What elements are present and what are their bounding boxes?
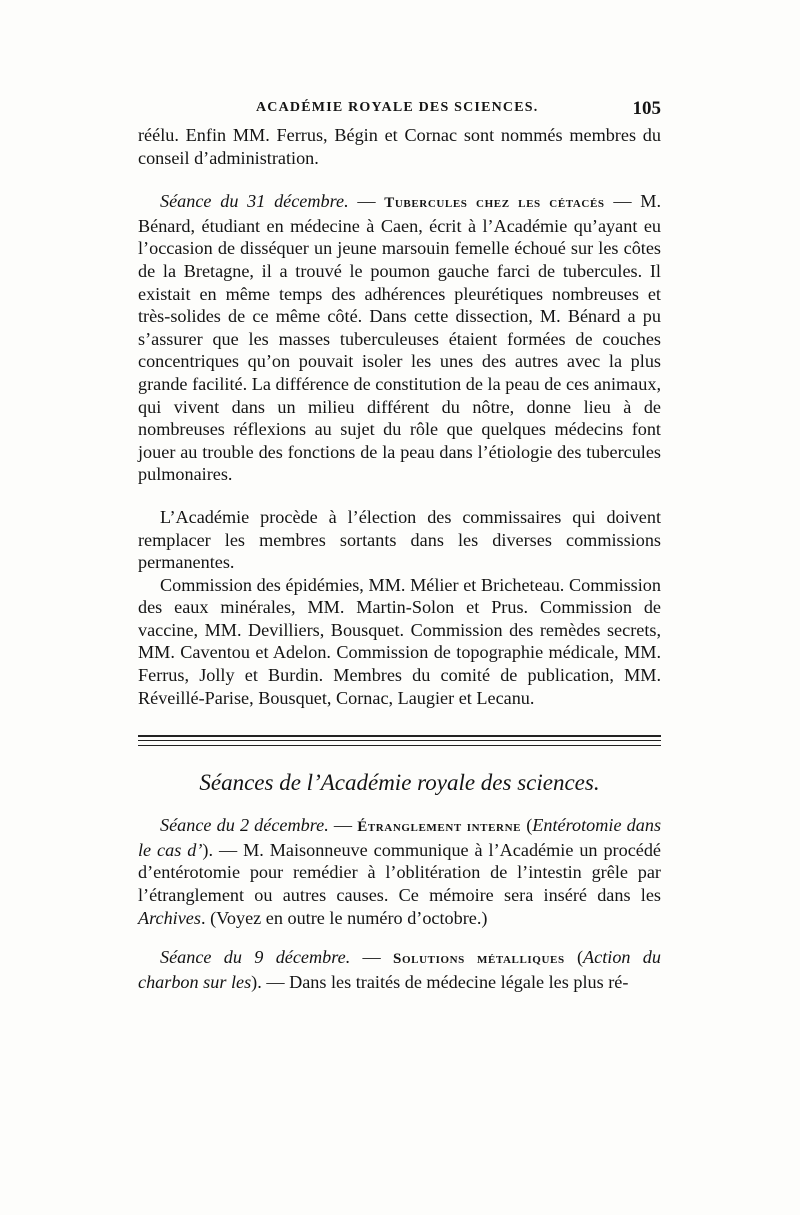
archives-reference: Archives — [138, 907, 201, 928]
paragraph-election-commissaires: L’Académie procède à l’élection des commissaires qui doivent remplacer les membres sortants dans les diverses commissions permanentes. — [138, 506, 661, 573]
italic-note: Entérotomie dans le cas d’ — [138, 815, 662, 860]
running-title: ACADÉMIE ROYALE DES SCIENCES. — [256, 100, 539, 115]
seance-subject: Étranglement interne — [357, 819, 522, 836]
dash: — — [328, 815, 358, 836]
seance-subject: Tubercules chez les cétacés — [384, 195, 605, 212]
seance-date: Séance du 31 décembre. — [160, 191, 349, 212]
paren-close: ). — [202, 839, 214, 860]
paragraph-text: — M. Maisonneuve communique à l’Académie un procédé d’entérotomie pour remédier à l’oblitération de l’intestin grêle par l’étranglement ou autres causes. Ce mémoire sera inséré dans les — [138, 839, 662, 906]
divider-rule — [138, 735, 661, 737]
seance-subject: Solutions métalliques — [393, 951, 565, 968]
paragraph-text-end: . (Voyez en outre le numéro d’octobre.) — [200, 907, 488, 928]
dash: — — [350, 947, 394, 968]
paragraph-text: — Dans les traités de médecine légale les plus ré- — [261, 971, 629, 992]
running-header — [138, 98, 661, 124]
divider-rule — [138, 745, 661, 746]
paren-open: ( — [564, 947, 584, 968]
paragraph-seance-2-decembre — [138, 814, 661, 929]
paragraph-text: — M. Bénard, étudiant en médecine à Caen, écrit à l’Académie qu’ayant eu l’occasion de disséquer un jeune marsouin femelle échoué sur les côtes de la Bretagne, il a trouvé le poumon gauche farci de tubercules. Il existait en même temps des adhérences pleurétiques nombreuses et très-solides de ce même côté. Dans cette dissection, M. Bénard a pu s’assurer que les masses tuberculeuses étaient formées de couches concentriques qu’on pouvait isoler les unes des autres avec la plus grande facilité. La différence de constitution de la peau de ces animaux, qui vivent dans un milieu différent du nôtre, donne lieu à de nombreuses réflexions au sujet du rôle que quelques médecins font jouer au trouble des fonctions de la peau dans l’étiologie des tubercules pulmonaires. — [138, 191, 662, 485]
section-title: Séances de l’Académie royale des sciences. — [199, 770, 600, 796]
seance-date: Séance du 2 décembre. — [160, 815, 329, 836]
paragraph-seance-31-decembre — [138, 190, 661, 486]
divider-rule — [138, 740, 661, 741]
seance-date: Séance du 9 décembre. — [160, 947, 351, 968]
dash: — — [348, 191, 385, 212]
section-divider — [138, 735, 661, 763]
paragraph-commissions: Commission des épidémies, MM. Mélier et Bricheteau. Commission des eaux minérales, MM. Martin-Solon et Prus. Commission de vaccine, MM. Devilliers, Bousquet. Commission des remèdes secrets, MM. Caventou et Adelon. Commission de topographie médicale, MM. Ferrus, Jolly et Burdin. Membres du comité de publication, MM. Réveillé-Parise, Bousquet, Cornac, Laugier et Lecanu. — [138, 574, 661, 708]
paren-close: ). — [251, 971, 262, 992]
paragraph-reelu: réélu. Enfin MM. Ferrus, Bégin et Cornac sont nommés membres du conseil d’administration. — [138, 125, 661, 168]
italic-note: Action du charbon sur les — [138, 947, 661, 992]
paragraph-seance-9-decembre — [138, 946, 661, 993]
paren-open: ( — [521, 815, 533, 836]
page-number: 105 — [632, 98, 661, 119]
book-page — [138, 98, 661, 993]
